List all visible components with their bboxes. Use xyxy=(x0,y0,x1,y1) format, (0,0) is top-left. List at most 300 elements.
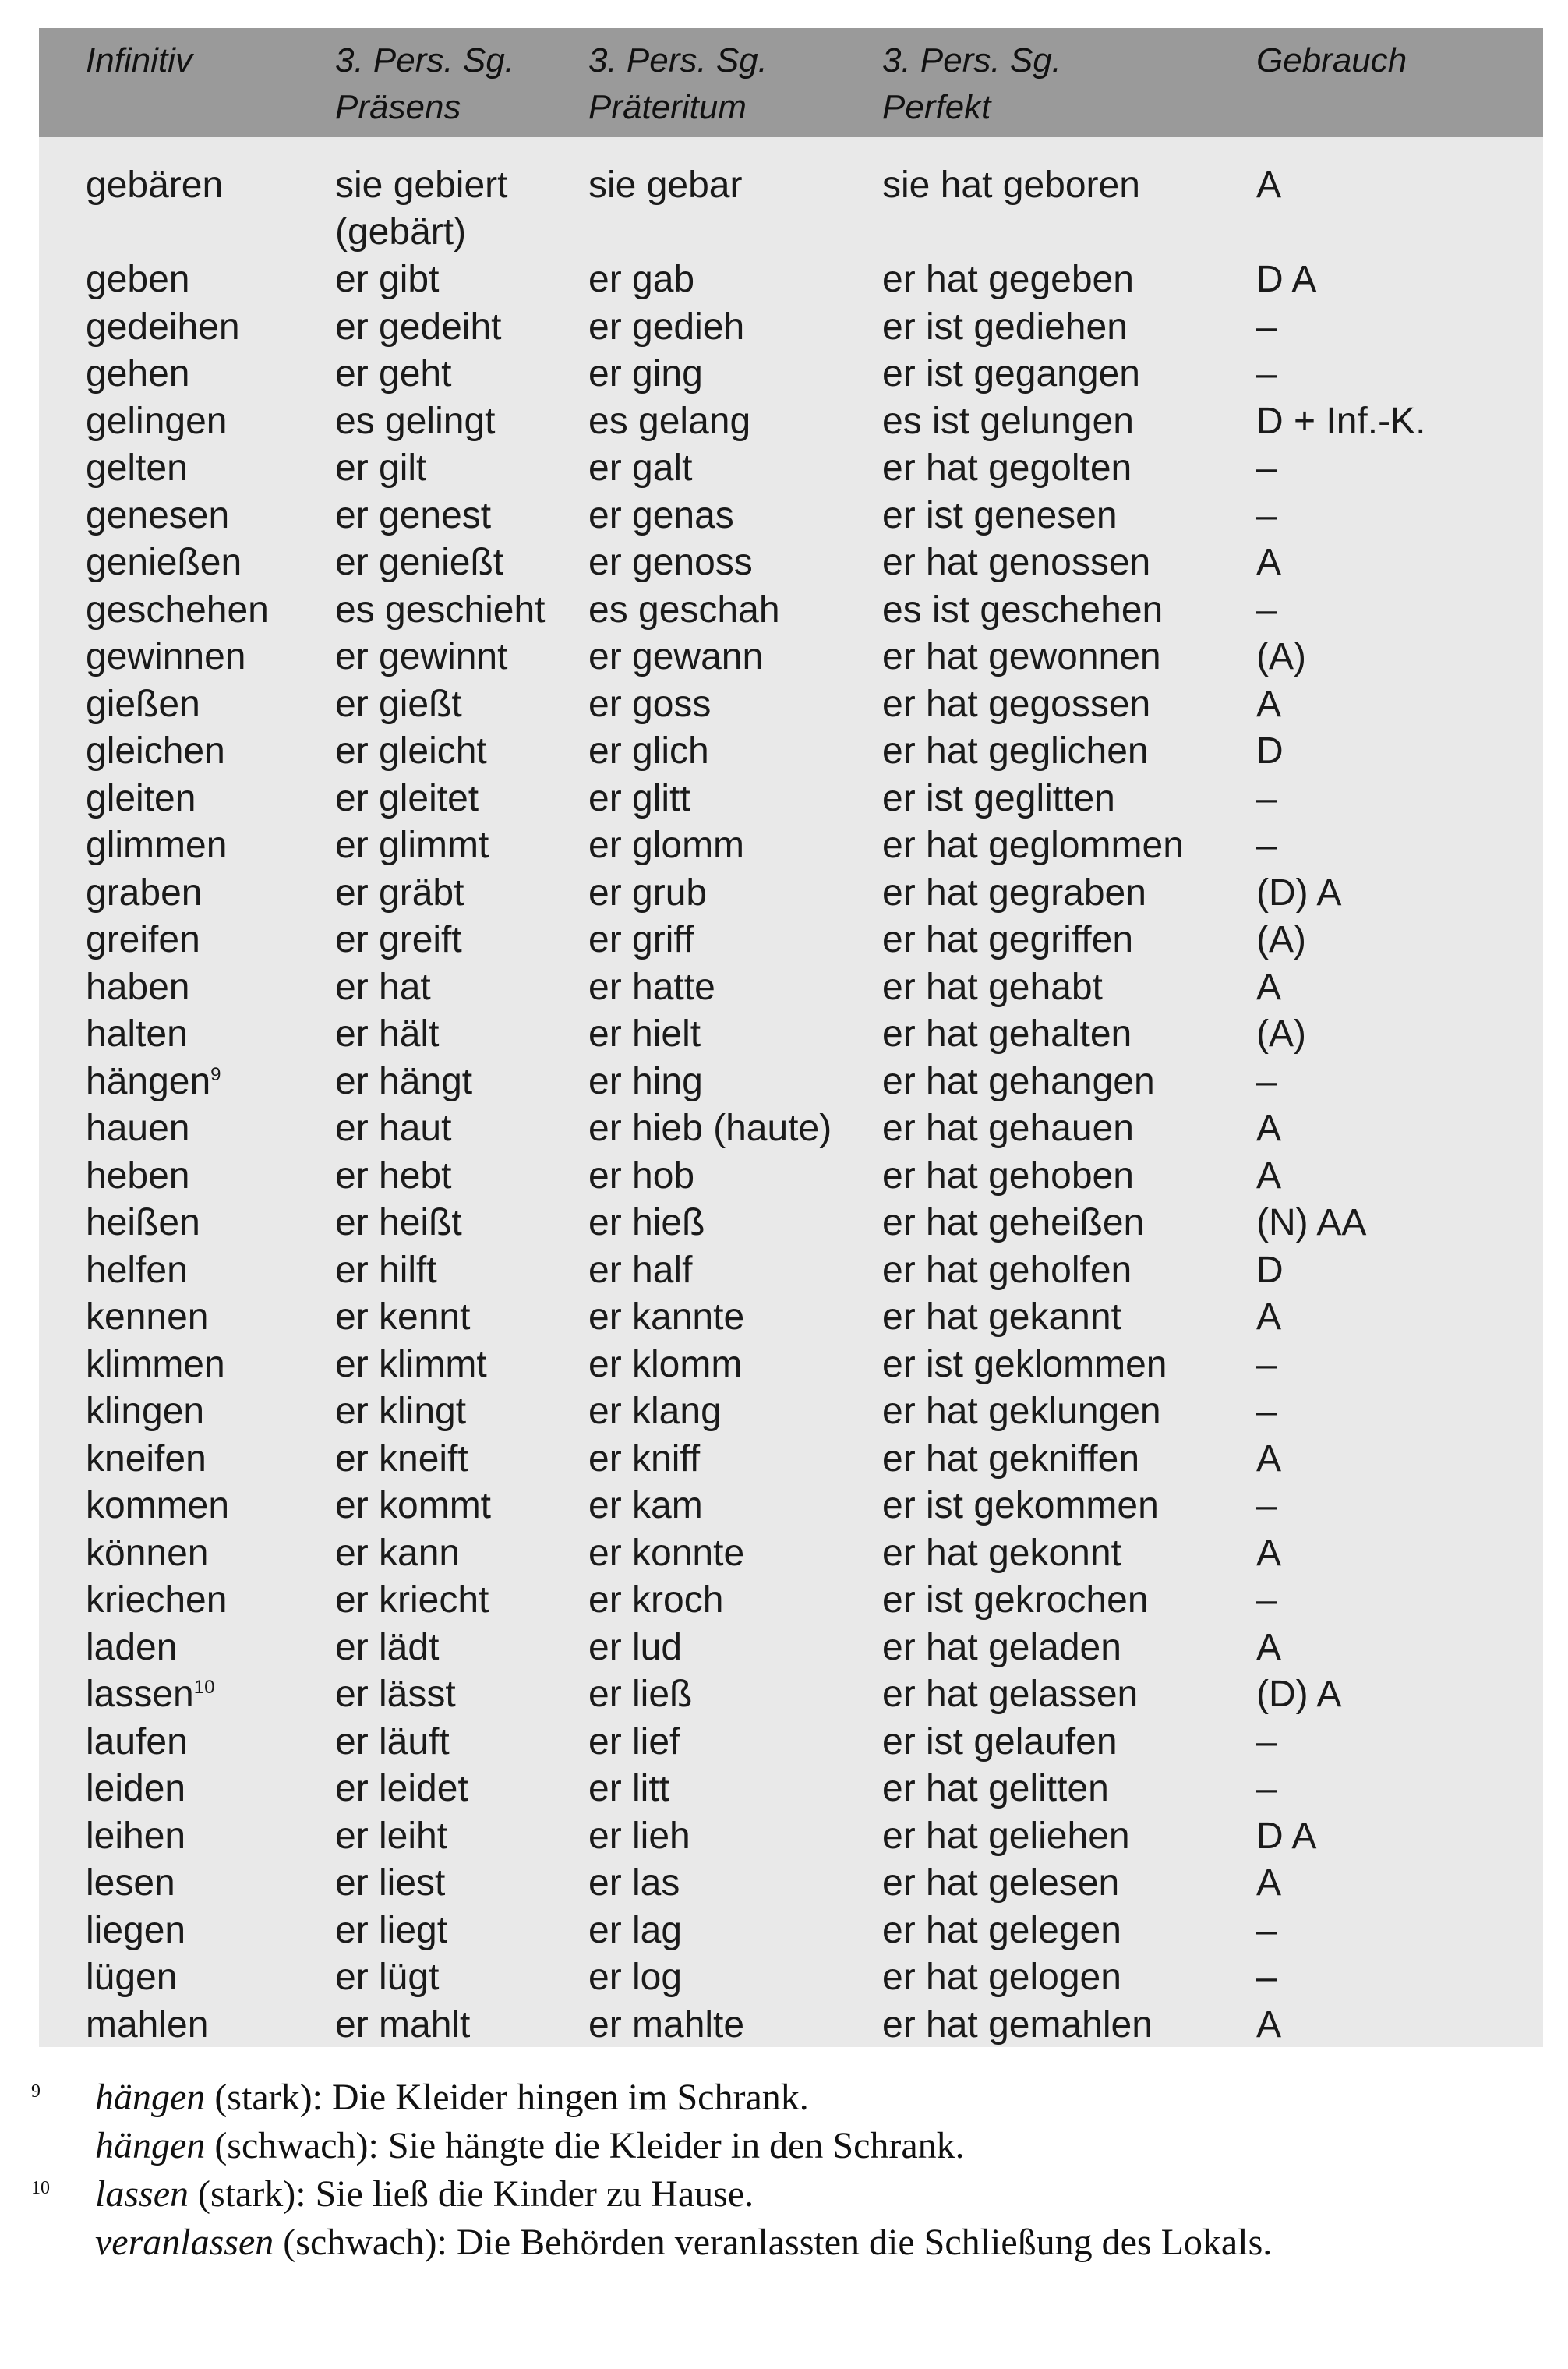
cell-infinitiv-text: liegen xyxy=(86,1909,186,1951)
cell-praesens: er genießt xyxy=(335,542,504,583)
cell-infinitiv-text: gedeihen xyxy=(86,306,240,348)
table-row xyxy=(39,493,1543,539)
cell-infinitiv-text: klimmen xyxy=(86,1343,225,1385)
footnote-explanation: (schwach): Sie hängte die Kleider in den Schrank. xyxy=(205,2125,965,2166)
table-row xyxy=(39,1153,1543,1200)
cell-infinitiv xyxy=(86,398,228,445)
cell-praesens: er geht xyxy=(335,353,452,394)
cell-praeteritum: es geschah xyxy=(588,589,780,631)
cell-perfekt: er ist gegangen xyxy=(882,353,1140,394)
cell-perfekt: er ist genesen xyxy=(882,494,1118,536)
cell-praeteritum: er lief xyxy=(588,1720,680,1763)
cell-infinitiv xyxy=(86,917,200,964)
cell-praeteritum: er glitt xyxy=(588,777,690,819)
cell-praeteritum: er hatte xyxy=(588,966,715,1008)
cell-praesens: er genest xyxy=(335,494,492,536)
table-row xyxy=(39,587,1543,634)
header-praesens-line1: 3. Pers. Sg. xyxy=(335,41,514,80)
header-praeteritum-line1: 3. Pers. Sg. xyxy=(588,41,768,80)
cell-praeteritum: er griff xyxy=(588,919,694,960)
cell-gebrauch: D + Inf.-K. xyxy=(1256,400,1426,442)
cell-gebrauch: (D) A xyxy=(1256,1674,1342,1715)
cell-perfekt: er hat gekniffen xyxy=(882,1437,1140,1480)
cell-gebrauch: – xyxy=(1256,1485,1277,1526)
cell-gebrauch: A xyxy=(1256,1532,1282,1574)
cell-praeteritum: er genas xyxy=(588,494,734,536)
table-row xyxy=(39,681,1543,728)
cell-gebrauch: – xyxy=(1256,1720,1277,1763)
cell-praeteritum: er grub xyxy=(588,872,708,914)
cell-infinitiv xyxy=(86,1105,189,1152)
table-row xyxy=(39,1059,1543,1105)
header-praeteritum-line2: Präteritum xyxy=(588,88,747,126)
table-row xyxy=(39,1954,1543,2001)
cell-praesens: es geschieht xyxy=(335,589,546,631)
cell-infinitiv xyxy=(86,1954,177,2001)
cell-praesens: er kriecht xyxy=(335,1579,489,1621)
cell-praesens: es gelingt xyxy=(335,400,496,442)
footnote-explanation: (stark): Die Kleider hingen im Schrank. xyxy=(205,2077,809,2118)
cell-praesens: er gilt xyxy=(335,447,427,489)
cell-infinitiv xyxy=(86,1200,200,1246)
cell-gebrauch: D xyxy=(1256,730,1284,772)
table-row xyxy=(39,539,1543,586)
cell-perfekt: es ist gelungen xyxy=(882,400,1134,442)
cell-infinitiv-text: gelten xyxy=(86,447,188,489)
cell-praesens: er gleitet xyxy=(335,777,479,819)
cell-praesens: er leiht xyxy=(335,1815,448,1857)
table-row xyxy=(39,1671,1543,1718)
cell-perfekt: er hat gemahlen xyxy=(882,2003,1153,2045)
cell-gebrauch: A xyxy=(1256,542,1282,583)
cell-infinitiv xyxy=(86,162,223,209)
cell-gebrauch: A xyxy=(1256,683,1282,725)
cell-infinitiv xyxy=(86,587,269,634)
table-row xyxy=(39,1011,1543,1058)
cell-praeteritum: er ging xyxy=(588,353,703,394)
cell-infinitiv-text: gießen xyxy=(86,683,200,725)
cell-gebrauch: – xyxy=(1256,494,1277,536)
cell-perfekt: sie hat geboren xyxy=(882,164,1140,206)
cell-infinitiv-text: gleichen xyxy=(86,730,225,772)
cell-perfekt: er hat gelitten xyxy=(882,1768,1109,1809)
footnote-explanation: (stark): Sie ließ die Kinder zu Hause. xyxy=(189,2173,754,2215)
footnote-line xyxy=(31,2170,1543,2219)
footnote-text xyxy=(95,2122,965,2170)
cell-praeteritum: er kniff xyxy=(588,1437,701,1480)
footnote-explanation: (schwach): Die Behörden veranlassten die Schließung des Lokals. xyxy=(274,2222,1273,2263)
cell-gebrauch: – xyxy=(1256,1343,1277,1385)
cell-infinitiv xyxy=(86,1436,207,1483)
cell-infinitiv-text: genießen xyxy=(86,542,242,583)
cell-infinitiv xyxy=(86,1342,225,1388)
cell-praeteritum: er klomm xyxy=(588,1343,743,1385)
cell-perfekt: er hat geliehen xyxy=(882,1815,1130,1857)
cell-infinitiv xyxy=(86,1908,185,1954)
cell-praeteritum: er konnte xyxy=(588,1532,745,1574)
header-infinitiv xyxy=(86,37,192,84)
cell-gebrauch: – xyxy=(1256,825,1277,866)
cell-infinitiv-text: lesen xyxy=(86,1862,175,1904)
cell-gebrauch: A xyxy=(1256,1862,1282,1904)
cell-infinitiv-text: heben xyxy=(86,1154,190,1197)
cell-gebrauch: – xyxy=(1256,1768,1277,1809)
header-praeteritum xyxy=(588,37,768,131)
cell-praeteritum: er goss xyxy=(588,683,712,725)
cell-praeteritum: er hieb (haute) xyxy=(588,1108,832,1149)
cell-infinitiv-text: hängen xyxy=(86,1060,211,1102)
cell-infinitiv-text: genesen xyxy=(86,494,230,536)
cell-infinitiv xyxy=(86,1860,175,1907)
cell-perfekt: er hat gehalten xyxy=(882,1013,1132,1055)
cell-gebrauch: – xyxy=(1256,1060,1277,1102)
cell-gebrauch: A xyxy=(1256,1108,1282,1149)
cell-infinitiv xyxy=(86,634,246,681)
cell-gebrauch: – xyxy=(1256,1909,1277,1951)
table-row xyxy=(39,776,1543,822)
cell-gebrauch: A xyxy=(1256,1154,1282,1197)
cell-praeteritum: er gewann xyxy=(588,636,764,677)
cell-infinitiv xyxy=(86,445,188,492)
cell-infinitiv xyxy=(86,304,240,351)
cell-perfekt: er ist gelaufen xyxy=(882,1720,1118,1763)
cell-gebrauch: D xyxy=(1256,1249,1284,1291)
cell-praeteritum: er ließ xyxy=(588,1674,693,1715)
header-gebrauch xyxy=(1256,37,1407,84)
table-row xyxy=(39,1766,1543,1812)
footnote-marker: 10 xyxy=(193,1677,215,1698)
footnote-term: veranlassen xyxy=(95,2222,274,2263)
cell-praesens: er gleicht xyxy=(335,730,487,772)
cell-infinitiv xyxy=(86,1813,185,1860)
header-perfekt-line1: 3. Pers. Sg. xyxy=(882,41,1061,80)
cell-praesens: er leidet xyxy=(335,1768,468,1809)
header-praesens-line2: Präsens xyxy=(335,88,461,126)
cell-praesens: er klingt xyxy=(335,1391,467,1432)
cell-praesens: er gräbt xyxy=(335,872,464,914)
cell-praeteritum: er gab xyxy=(588,259,695,300)
cell-praeteritum: er log xyxy=(588,1957,683,1998)
cell-praeteritum: er hob xyxy=(588,1154,695,1197)
table-row xyxy=(39,398,1543,445)
cell-gebrauch: (A) xyxy=(1256,1013,1306,1055)
cell-praeteritum: er glich xyxy=(588,730,709,772)
cell-infinitiv xyxy=(86,493,229,539)
cell-infinitiv-text: kneifen xyxy=(86,1437,207,1480)
cell-gebrauch: (N) AA xyxy=(1256,1202,1367,1243)
cell-perfekt: er hat gehangen xyxy=(882,1060,1155,1102)
table-row xyxy=(39,1388,1543,1435)
table-row xyxy=(39,1436,1543,1483)
cell-praesens: er heißt xyxy=(335,1202,462,1243)
cell-infinitiv xyxy=(86,1388,204,1435)
cell-perfekt: er hat geheißen xyxy=(882,1202,1145,1243)
cell-praesens: er liest xyxy=(335,1862,446,1904)
cell-gebrauch: – xyxy=(1256,589,1277,631)
cell-infinitiv-text: lügen xyxy=(86,1957,178,1998)
cell-praeteritum: er half xyxy=(588,1249,693,1291)
cell-praeteritum: er mahlte xyxy=(588,2003,745,2045)
cell-praeteritum: er lud xyxy=(588,1626,683,1668)
cell-praeteritum: er hielt xyxy=(588,1013,701,1055)
cell-praesens: er kommt xyxy=(335,1485,492,1526)
table-row xyxy=(39,1908,1543,1954)
cell-praeteritum: er lag xyxy=(588,1909,683,1951)
cell-infinitiv-text: gehen xyxy=(86,353,190,394)
cell-perfekt: er hat geglichen xyxy=(882,730,1149,772)
cell-infinitiv xyxy=(86,870,202,917)
cell-praeteritum: er las xyxy=(588,1862,680,1904)
cell-infinitiv-text: graben xyxy=(86,872,203,914)
cell-gebrauch: A xyxy=(1256,966,1282,1008)
cell-praesens: er läuft xyxy=(335,1720,450,1763)
cell-praesens: er liegt xyxy=(335,1909,448,1951)
cell-infinitiv xyxy=(86,1766,185,1812)
verb-table xyxy=(39,28,1543,2047)
cell-praeteritum: es gelang xyxy=(588,400,751,442)
cell-infinitiv-text: gelingen xyxy=(86,400,228,442)
cell-praesens: er lügt xyxy=(335,1957,440,1998)
cell-gebrauch: A xyxy=(1256,2003,1282,2045)
cell-perfekt: er hat geladen xyxy=(882,1626,1121,1668)
cell-infinitiv-text: kennen xyxy=(86,1296,209,1338)
cell-infinitiv-text: hauen xyxy=(86,1108,190,1149)
header-praesens xyxy=(335,37,514,131)
cell-infinitiv xyxy=(86,1625,177,1671)
table-row xyxy=(39,1860,1543,1907)
cell-infinitiv xyxy=(86,1247,188,1294)
cell-praesens: er lässt xyxy=(335,1674,456,1715)
footnote-number: 9 xyxy=(31,2081,41,2102)
cell-perfekt: er hat gegolten xyxy=(882,447,1132,489)
cell-perfekt: er hat gelassen xyxy=(882,1674,1139,1715)
cell-praeteritum: er hing xyxy=(588,1060,703,1102)
footnote-text xyxy=(95,2074,809,2122)
cell-infinitiv xyxy=(86,964,189,1011)
cell-infinitiv xyxy=(86,681,200,728)
cell-perfekt: er hat gelogen xyxy=(882,1957,1121,1998)
table-row xyxy=(39,445,1543,492)
cell-gebrauch: A xyxy=(1256,164,1282,206)
cell-perfekt: er hat geglommen xyxy=(882,825,1184,866)
cell-perfekt: er hat geklungen xyxy=(882,1391,1161,1432)
header-gebrauch-label: Gebrauch xyxy=(1256,41,1407,80)
table-row xyxy=(39,822,1543,869)
table-row xyxy=(39,964,1543,1011)
cell-gebrauch: – xyxy=(1256,777,1277,819)
cell-perfekt: er ist gekommen xyxy=(882,1485,1159,1526)
cell-infinitiv-text: leiden xyxy=(86,1768,186,1809)
cell-infinitiv-text: kriechen xyxy=(86,1579,228,1621)
header-perfekt-line2: Perfekt xyxy=(882,88,991,126)
cell-praesens: er kennt xyxy=(335,1296,471,1338)
cell-infinitiv-text: können xyxy=(86,1532,209,1574)
footnote-text xyxy=(95,2219,1272,2267)
footnote-number: 10 xyxy=(31,2178,50,2198)
table-row xyxy=(39,1200,1543,1246)
cell-gebrauch: A xyxy=(1256,1437,1282,1480)
table-row xyxy=(39,2002,1543,2049)
cell-infinitiv-text: laden xyxy=(86,1626,178,1668)
cell-infinitiv-text: glimmen xyxy=(86,825,228,866)
cell-gebrauch: (A) xyxy=(1256,919,1306,960)
table-row xyxy=(39,1483,1543,1529)
cell-infinitiv xyxy=(86,2002,208,2049)
cell-infinitiv xyxy=(86,1059,221,1105)
table-row xyxy=(39,634,1543,681)
cell-infinitiv-text: laufen xyxy=(86,1720,188,1763)
footnote-line xyxy=(31,2074,1543,2122)
table-row xyxy=(39,1625,1543,1671)
cell-perfekt: es ist geschehen xyxy=(882,589,1164,631)
cell-infinitiv-text: greifen xyxy=(86,919,200,960)
table-row xyxy=(39,256,1543,303)
cell-praesens: er kann xyxy=(335,1532,461,1574)
cell-praeteritum: er hieß xyxy=(588,1202,705,1243)
cell-infinitiv-text: gleiten xyxy=(86,777,196,819)
cell-perfekt: er hat gekonnt xyxy=(882,1532,1121,1574)
table-row xyxy=(39,304,1543,351)
cell-gebrauch: D A xyxy=(1256,1815,1317,1857)
cell-praeteritum: er lieh xyxy=(588,1815,690,1857)
cell-praesens: er mahlt xyxy=(335,2003,471,2045)
footnote-term: lassen xyxy=(95,2173,189,2215)
cell-praesens: er gießt xyxy=(335,683,462,725)
cell-gebrauch: (D) A xyxy=(1256,872,1342,914)
footnote-term: hängen xyxy=(95,2125,206,2166)
cell-praesens: sie gebiert (gebärt) xyxy=(335,164,508,253)
cell-praesens: er greift xyxy=(335,919,462,960)
cell-gebrauch: A xyxy=(1256,1626,1282,1668)
table-row xyxy=(39,1342,1543,1388)
cell-gebrauch: – xyxy=(1256,306,1277,348)
cell-perfekt: er hat gegossen xyxy=(882,683,1151,725)
cell-gebrauch: – xyxy=(1256,1391,1277,1432)
footnote-marker: 9 xyxy=(210,1063,221,1085)
cell-infinitiv-text: mahlen xyxy=(86,2003,209,2045)
cell-infinitiv xyxy=(86,1530,208,1577)
cell-praesens: er glimmt xyxy=(335,825,489,866)
table-row xyxy=(39,728,1543,775)
cell-praeteritum: sie gebar xyxy=(588,164,743,206)
cell-infinitiv xyxy=(86,728,225,775)
cell-infinitiv xyxy=(86,1153,189,1200)
cell-perfekt: er ist geklommen xyxy=(882,1343,1167,1385)
footnotes xyxy=(31,2074,1543,2267)
table-row xyxy=(39,870,1543,917)
cell-perfekt: er hat gegriffen xyxy=(882,919,1134,960)
cell-infinitiv-text: halten xyxy=(86,1013,188,1055)
cell-infinitiv-text: gebären xyxy=(86,164,224,206)
cell-praesens: er hält xyxy=(335,1013,440,1055)
cell-infinitiv-text: leihen xyxy=(86,1815,186,1857)
cell-praeteritum: er kam xyxy=(588,1485,703,1526)
cell-perfekt: er hat gegeben xyxy=(882,259,1134,300)
cell-infinitiv xyxy=(86,539,242,586)
cell-praesens: er hat xyxy=(335,966,431,1008)
header-infinitiv-label: Infinitiv xyxy=(86,41,192,80)
cell-perfekt: er hat geholfen xyxy=(882,1249,1132,1291)
cell-infinitiv xyxy=(86,1719,188,1766)
table-row xyxy=(39,162,1543,253)
cell-gebrauch: – xyxy=(1256,1957,1277,1998)
cell-praesens: er klimmt xyxy=(335,1343,487,1385)
cell-perfekt: er hat gehoben xyxy=(882,1154,1134,1197)
cell-praesens: er kneift xyxy=(335,1437,468,1480)
cell-gebrauch: A xyxy=(1256,1296,1282,1338)
cell-perfekt: er hat gegraben xyxy=(882,872,1146,914)
cell-infinitiv xyxy=(86,256,189,303)
cell-praeteritum: er klang xyxy=(588,1391,722,1432)
cell-gebrauch: – xyxy=(1256,1579,1277,1621)
footnote-text xyxy=(95,2170,754,2219)
cell-praeteritum: er kroch xyxy=(588,1579,724,1621)
table-row xyxy=(39,1294,1543,1341)
cell-infinitiv xyxy=(86,1011,188,1058)
table-row xyxy=(39,351,1543,398)
table-header xyxy=(39,28,1543,137)
cell-infinitiv-text: geschehen xyxy=(86,589,269,631)
cell-gebrauch: – xyxy=(1256,447,1277,489)
cell-praeteritum: er genoss xyxy=(588,542,753,583)
table-row xyxy=(39,1813,1543,1860)
cell-perfekt: er hat gelegen xyxy=(882,1909,1121,1951)
footnote-term: hängen xyxy=(95,2077,206,2118)
table-row xyxy=(39,1530,1543,1577)
cell-infinitiv-text: klingen xyxy=(86,1391,205,1432)
cell-infinitiv-text: heißen xyxy=(86,1202,200,1243)
cell-infinitiv-text: kommen xyxy=(86,1485,230,1526)
cell-perfekt: er hat gelesen xyxy=(882,1862,1120,1904)
cell-infinitiv-text: helfen xyxy=(86,1249,188,1291)
cell-infinitiv xyxy=(86,1483,229,1529)
cell-infinitiv xyxy=(86,1671,214,1718)
cell-praeteritum: er galt xyxy=(588,447,693,489)
cell-perfekt: er ist gekrochen xyxy=(882,1579,1149,1621)
cell-infinitiv xyxy=(86,822,227,869)
cell-infinitiv xyxy=(86,1294,208,1341)
cell-perfekt: er hat gewonnen xyxy=(882,636,1161,677)
cell-gebrauch: D A xyxy=(1256,259,1317,300)
header-perfekt xyxy=(882,37,1061,131)
cell-infinitiv-text: haben xyxy=(86,966,190,1008)
cell-praesens: er gewinnt xyxy=(335,636,508,677)
cell-infinitiv xyxy=(86,1577,227,1624)
table-row xyxy=(39,1247,1543,1294)
cell-perfekt: er ist geglitten xyxy=(882,777,1115,819)
cell-infinitiv-text: gewinnen xyxy=(86,636,246,677)
table-row xyxy=(39,1577,1543,1624)
table-row xyxy=(39,917,1543,964)
table-row xyxy=(39,1105,1543,1152)
cell-praesens: er haut xyxy=(335,1108,452,1149)
cell-infinitiv xyxy=(86,351,189,398)
cell-praeteritum: er gedieh xyxy=(588,306,745,348)
cell-infinitiv-text: lassen xyxy=(86,1674,194,1715)
cell-perfekt: er ist gediehen xyxy=(882,306,1128,348)
cell-praeteritum: er litt xyxy=(588,1768,670,1809)
footnote-line xyxy=(31,2122,1543,2170)
cell-gebrauch: (A) xyxy=(1256,636,1306,677)
cell-praesens: er lädt xyxy=(335,1626,440,1668)
cell-gebrauch: – xyxy=(1256,353,1277,394)
footnote-line xyxy=(31,2219,1543,2267)
cell-infinitiv xyxy=(86,776,196,822)
cell-infinitiv-text: geben xyxy=(86,259,190,300)
cell-praesens: er hilft xyxy=(335,1249,437,1291)
cell-praesens: er hängt xyxy=(335,1060,473,1102)
cell-praesens: er gedeiht xyxy=(335,306,502,348)
